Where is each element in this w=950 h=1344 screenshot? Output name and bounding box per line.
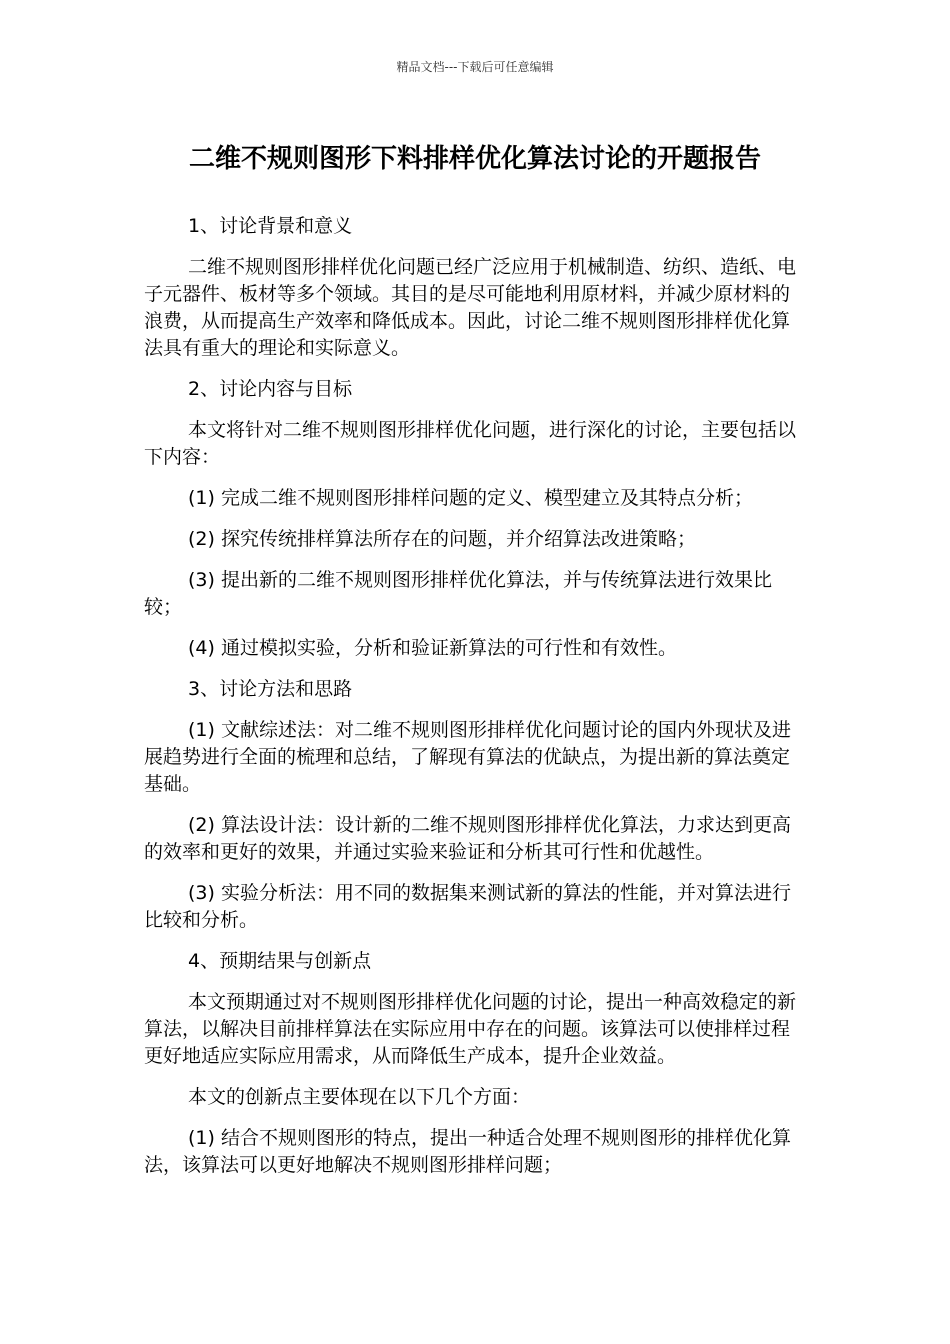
list-item-content-1: (1) 完成二维不规则图形排样问题的定义、模型建立及其特点分析；	[188, 487, 753, 509]
paragraph-content-intro: 本文将针对二维不规则图形排样优化问题，进行深化的讨论，主要包括以下内容：	[144, 419, 797, 468]
document-title: 二维不规则图形下料排样优化算法讨论的开题报告	[188, 144, 761, 174]
paragraph-results: 本文预期通过对不规则图形排样优化问题的讨论，提出一种高效稳定的新算法，以解决目前排样算法在实际应用中存在的问题。该算法可以使排样过程更好地适应实际应用需求，从而降低生产成本，提升企业效益。	[144, 991, 797, 1067]
document-body	[144, 213, 808, 1193]
list-item-method-1: (1) 文献综述法：对二维不规则图形排样优化问题讨论的国内外现状及进展趋势进行全面的梳理和总结，了解现有算法的优缺点，为提出新的算法奠定基础。	[144, 719, 791, 795]
paragraph-innovation-intro: 本文的创新点主要体现在以下几个方面：	[188, 1086, 531, 1108]
list-item-content-3: (3) 提出新的二维不规则图形排样优化算法，并与传统算法进行效果比较；	[144, 569, 772, 618]
list-item-content-2: (2) 探究传统排样算法所存在的问题，并介绍算法改进策略；	[188, 528, 696, 550]
list-item-method-2: (2) 算法设计法：设计新的二维不规则图形排样优化算法，力求达到更高的效率和更好的效果，并通过实验来验证和分析其可行性和优越性。	[144, 814, 791, 863]
section-heading-methods: 3、讨论方法和思路	[188, 678, 353, 700]
section-heading-content-goals: 2、讨论内容与目标	[188, 378, 353, 400]
section-heading-background: 1、讨论背景和意义	[188, 215, 353, 237]
list-item-innovation-1: (1) 结合不规则图形的特点，提出一种适合处理不规则图形的排样优化算法，该算法可以更好地解决不规则图形排样问题；	[144, 1127, 791, 1176]
header-note: 精品文档---下载后可任意编辑	[396, 60, 554, 74]
list-item-content-4: (4) 通过模拟实验，分析和验证新算法的可行性和有效性。	[188, 637, 677, 659]
list-item-method-3: (3) 实验分析法：用不同的数据集来测试新的算法的性能，并对算法进行比较和分析。	[144, 882, 791, 931]
paragraph-background: 二维不规则图形排样优化问题已经广泛应用于机械制造、纺织、造纸、电子元器件、板材等多个领域。其目的是尽可能地利用原材料，并减少原材料的浪费，从而提高生产效率和降低成本。因此，讨论二维不规则图形排样优化算法具有重大的理论和实际意义。	[144, 256, 797, 359]
section-heading-results: 4、预期结果与创新点	[188, 950, 372, 972]
